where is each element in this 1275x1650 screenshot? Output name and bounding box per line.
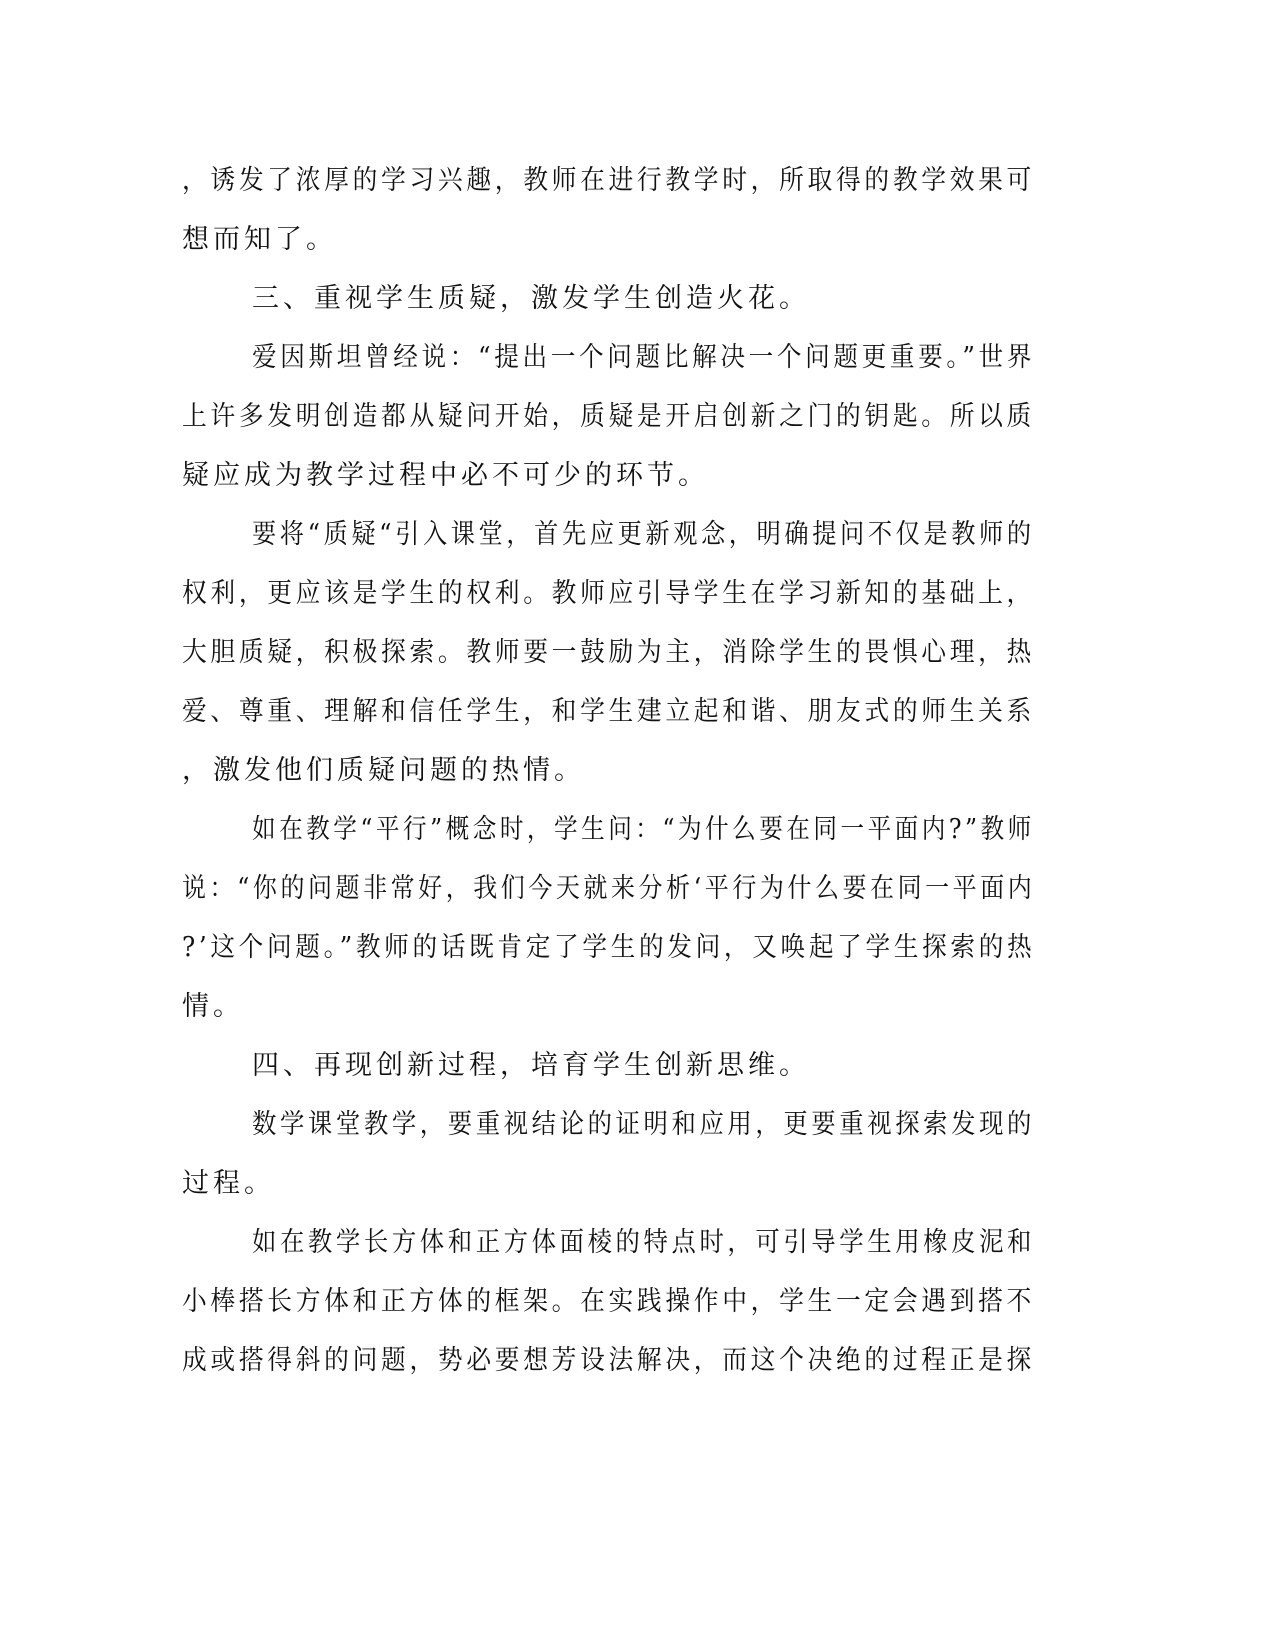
text-line: 想而知了。 [182, 224, 337, 255]
section-heading: 三、重视学生质疑，激发学生创造火花。 [252, 283, 810, 314]
section-heading: 四、再现创新过程，培育学生创新思维。 [252, 1050, 810, 1081]
text-line: 如在教学长方体和正方体面棱的特点时，可引导学生用橡皮泥和 [252, 1227, 1036, 1258]
text-line: 要将“质疑“引入课堂，首先应更新观念，明确提问不仅是教师的 [252, 519, 1035, 550]
text-line: 爱、尊重、理解和信任学生，和学生建立起和谐、朋友式的师生关系 [182, 696, 1035, 727]
text-line: ，激发他们质疑问题的热情。 [182, 755, 585, 786]
text-line: 权利，更应该是学生的权利。教师应引导学生在学习新知的基础上， [182, 578, 1035, 609]
text-line: 爱因斯坦曾经说：“提出一个问题比解决一个问题更重要。”世界 [252, 342, 1036, 373]
text-line: 情。 [182, 991, 244, 1022]
text-line: 成或搭得斜的问题，势必要想芳设法解决，而这个决绝的过程正是探 [182, 1345, 1035, 1376]
text-line: 数学课堂教学，要重视结论的证明和应用，更要重视探索发现的 [252, 1109, 1036, 1140]
text-line: 如在教学“平行”概念时，学生问：“为什么要在同一平面内?”教师 [252, 814, 1035, 845]
text-line: 大胆质疑，积极探索。教师要一鼓励为主，消除学生的畏惧心理，热 [182, 637, 1035, 668]
text-line: ，诱发了浓厚的学习兴趣，教师在进行教学时，所取得的教学效果可 [182, 165, 1035, 196]
text-line: ?’这个问题。”教师的话既肯定了学生的发问，又唤起了学生探索的热 [182, 932, 1036, 963]
text-line: 过程。 [182, 1168, 275, 1199]
text-line: 说：“你的问题非常好，我们今天就来分析‘平行为什么要在同一平面内 [182, 873, 1036, 904]
text-line: 小棒搭长方体和正方体的框架。在实践操作中，学生一定会遇到搭不 [182, 1286, 1035, 1317]
text-line: 疑应成为教学过程中必不可少的环节。 [182, 460, 709, 491]
text-line: 上许多发明创造都从疑问开始，质疑是开启创新之门的钥匙。所以质 [182, 401, 1035, 432]
